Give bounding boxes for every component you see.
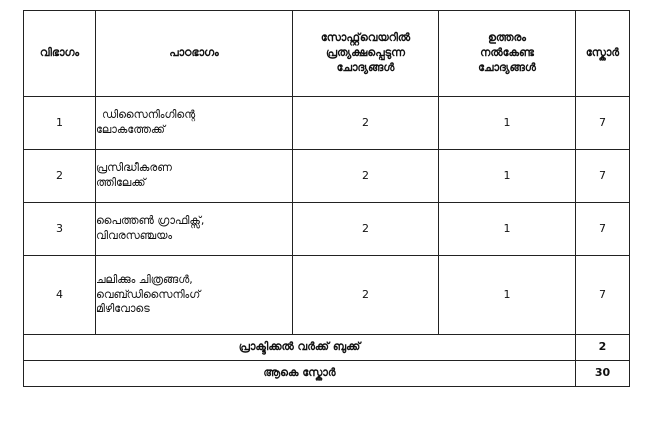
software-questions-cell: 2: [293, 203, 439, 256]
header-score: സ്കോർ: [576, 11, 630, 97]
topic-line: ചലിക്കും ചിത്രങ്ങൾ,: [96, 272, 193, 286]
topic-cell: [96, 203, 293, 256]
practical-label: പ്രാക്ടിക്കൽ വർക്ക് ബുക്ക്: [24, 335, 576, 361]
table-row: [24, 203, 630, 256]
header-row: [24, 11, 630, 97]
topic-line: വെബ്ഡിസൈനിംഗ്: [96, 287, 201, 301]
topic-cell: [96, 150, 293, 203]
total-row: [24, 361, 630, 387]
header-topic: പാഠഭാഗം: [96, 11, 293, 97]
topic-line: വിവരസഞ്ചയം: [96, 229, 173, 242]
software-questions-cell: 2: [293, 256, 439, 335]
header-answer-questions-line: ഉത്തരം: [487, 31, 527, 45]
score-cell: 7: [576, 150, 630, 203]
practical-score: 2: [576, 335, 630, 361]
score-cell: 7: [576, 203, 630, 256]
table-row: [24, 150, 630, 203]
topic-cell: [96, 97, 293, 150]
header-software-questions-line: ചോദ്യങ്ങൾ: [336, 60, 395, 74]
software-questions-cell: 2: [293, 97, 439, 150]
score-cell: 7: [576, 256, 630, 335]
score-table: [23, 10, 630, 387]
topic-line: ത്തിലേക്ക്: [96, 176, 146, 189]
header-software-questions: [293, 11, 439, 97]
total-label: ആകെ സ്കോർ: [24, 361, 576, 387]
score-cell: 7: [576, 97, 630, 150]
header-answer-questions-line: നൽകേണ്ട: [480, 46, 534, 60]
total-score: 30: [576, 361, 630, 387]
topic-line: ലോകത്തേക്ക്: [96, 123, 166, 136]
header-section: വിഭാഗം: [24, 11, 96, 97]
practical-row: [24, 335, 630, 361]
topic-line: ഡിസൈനിംഗിന്റെ: [102, 108, 196, 122]
answer-questions-cell: 1: [439, 97, 576, 150]
header-answer-questions: [439, 11, 576, 97]
table-row: [24, 256, 630, 335]
answer-questions-cell: 1: [439, 203, 576, 256]
section-cell: 4: [24, 256, 96, 335]
answer-questions-cell: 1: [439, 150, 576, 203]
section-cell: 2: [24, 150, 96, 203]
topic-line: പൈത്തൺ ഗ്രാഫിക്സ്,: [96, 214, 205, 228]
topic-cell: [96, 256, 293, 335]
header-software-questions-line: സോഫ്റ്റ്‌വെയറിൽ: [320, 31, 411, 45]
header-answer-questions-line: ചോദ്യങ്ങൾ: [478, 60, 536, 74]
section-cell: 1: [24, 97, 96, 150]
section-cell: 3: [24, 203, 96, 256]
software-questions-cell: 2: [293, 150, 439, 203]
topic-line: മിഴിവോടെ: [96, 302, 150, 316]
header-software-questions-line: പ്രത്യക്ഷപ്പെടുന്ന: [326, 46, 405, 60]
answer-questions-cell: 1: [439, 256, 576, 335]
table-row: [24, 97, 630, 150]
topic-line: പ്രസിദ്ധീകരണ: [96, 161, 172, 175]
